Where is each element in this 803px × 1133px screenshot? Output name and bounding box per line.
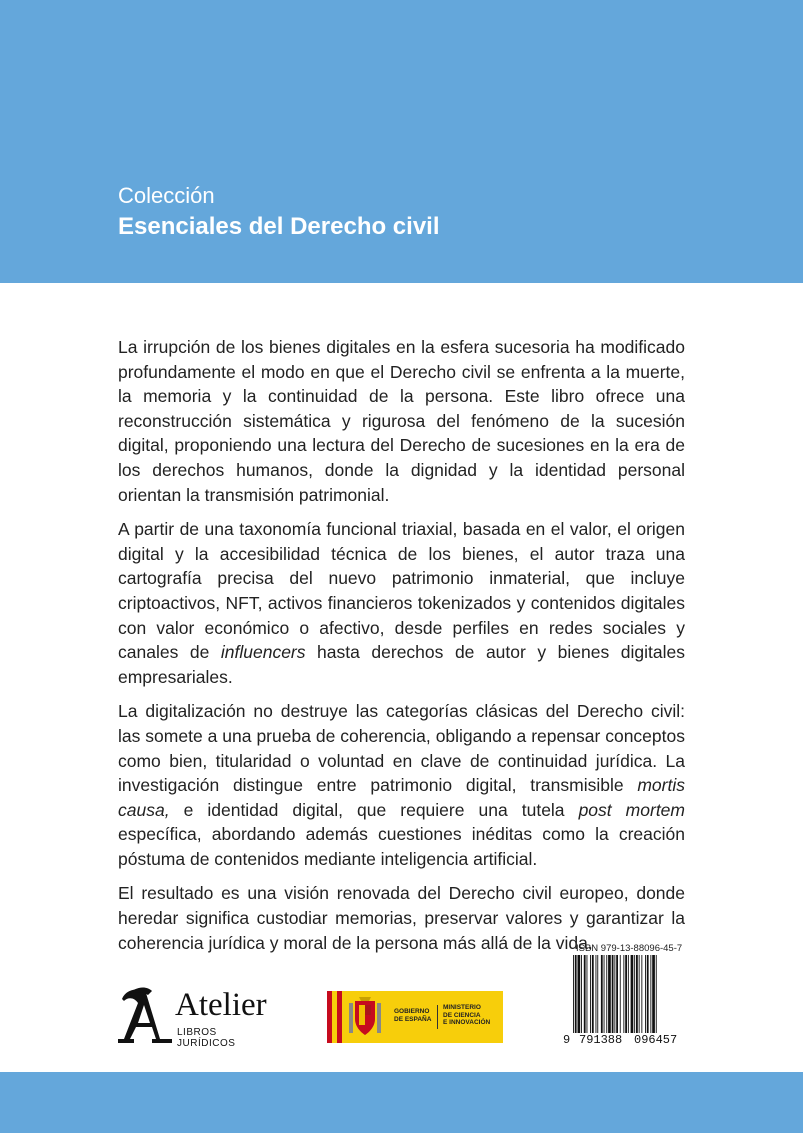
barcode-bar: [631, 955, 634, 1033]
gov-text: GOBIERNO DE ESPAÑA: [394, 1008, 432, 1023]
atelier-a-icon: [116, 985, 174, 1047]
isbn-label: ISBN 979-13-88096-45-7: [576, 943, 683, 954]
barcode-bar: [592, 955, 594, 1033]
barcode-bar: [616, 955, 618, 1033]
barcode-bar: [606, 955, 607, 1033]
barcode-bar: [584, 955, 586, 1033]
barcode-bar: [645, 955, 646, 1033]
barcode-bar: [636, 955, 638, 1033]
isbn-block: [563, 943, 689, 1047]
barcode-bar: [625, 955, 627, 1033]
series-name: Esenciales del Derecho civil: [118, 213, 440, 240]
barcode-icon: [563, 955, 689, 1033]
barcode-bar: [614, 955, 615, 1033]
paragraph-2: A partir de una taxonomía funcional triaxial, basada en el valor, el origen digital y la accesibilidad técnica de los bienes, el autor traza una cartografía precisa del nuevo patrimonio inmaterial, que incluye criptoactivos, NFT, activos financieros tokenizados y contenidos digitales con valor económico o afectivo, desde perfiles en redes sociales y canales de influencers hasta derechos de autor y bienes digitales empresariales.: [118, 519, 685, 687]
barcode-bar: [623, 955, 624, 1033]
barcode-bar: [650, 955, 651, 1033]
barcode-bar: [647, 955, 649, 1033]
publisher-name: Atelier: [175, 987, 267, 1023]
barcode-bar: [641, 955, 642, 1033]
divider: [437, 1005, 438, 1029]
barcode-bar: [590, 955, 591, 1033]
barcode-bar: [575, 955, 577, 1033]
series-label: Colección: [118, 183, 215, 208]
government-logo: [327, 991, 503, 1043]
barcode-bar: [620, 955, 621, 1033]
publisher-subtitle: LIBROS JURÍDICOS: [177, 1027, 236, 1049]
barcode-bar: [634, 955, 635, 1033]
barcode-bar: [587, 955, 588, 1033]
barcode-bar: [573, 955, 574, 1033]
barcode-bar: [628, 955, 629, 1033]
isbn-digits-group2: 096457: [634, 1033, 678, 1047]
barcode-bar: [601, 955, 603, 1033]
barcode-bar: [604, 955, 605, 1033]
isbn-digits-group1: 791388: [579, 1033, 623, 1047]
isbn-digit-first: 9: [563, 1033, 571, 1047]
barcode-bar: [608, 955, 611, 1033]
atelier-logo: [116, 985, 276, 1047]
italic-term: post mortem: [578, 799, 685, 820]
barcode-bar: [656, 955, 657, 1033]
barcode-bar: [597, 955, 598, 1033]
barcode-bar: [578, 955, 581, 1033]
barcode-bar: [639, 955, 640, 1033]
italic-term: influencers: [220, 642, 306, 663]
barcode-bar: [652, 955, 655, 1033]
paragraph-1: La irrupción de los bienes digitales en la esfera sucesoria ha modificado profundamente el modo en que el Derecho civil se enfrenta a la muerte, la memoria y la continuidad de la persona. Este libro ofrece una reconstrucción sistemática y rigurosa del fenómeno de la sucesión digital, proponiendo una lectura del Derecho de sucesiones en la era de los derechos humanos, donde la dignidad y la identidad personal orientan la transmisión patrimonial.: [118, 337, 685, 505]
flag-emblem-icon: [327, 991, 389, 1043]
barcode-bar: [596, 955, 597, 1033]
footer-band: [0, 1072, 803, 1133]
header-band: [0, 0, 803, 283]
ministry-text: MINISTERIO DE CIENCIA E INNOVACIÓN: [443, 1004, 491, 1026]
barcode-bar: [581, 955, 582, 1033]
paragraph-3: La digitalización no destruye las categorías clásicas del Derecho civil: las somete a una prueba de coherencia, obligando a repensar conceptos como bien, titularidad o voluntad en clave de continuidad jurídica. La investigación distingue entre patrimonio digital, transmisible mortis causa, e identidad digital, que requiere una tutela post mortem específica, abordando además cuestiones inéditas como la creación póstuma de contenidos mediante inteligencia artificial.: [118, 701, 685, 869]
barcode-bar: [612, 955, 614, 1033]
italic-term: mortis causa,: [118, 775, 685, 820]
paragraph-4: El resultado es una visión renovada del Derecho civil europeo, donde heredar significa custodiar memorias, preservar valores y garantizar la coherencia jurídica y moral de la persona más allá de la vida.: [118, 883, 685, 953]
back-cover-text: [118, 335, 685, 965]
